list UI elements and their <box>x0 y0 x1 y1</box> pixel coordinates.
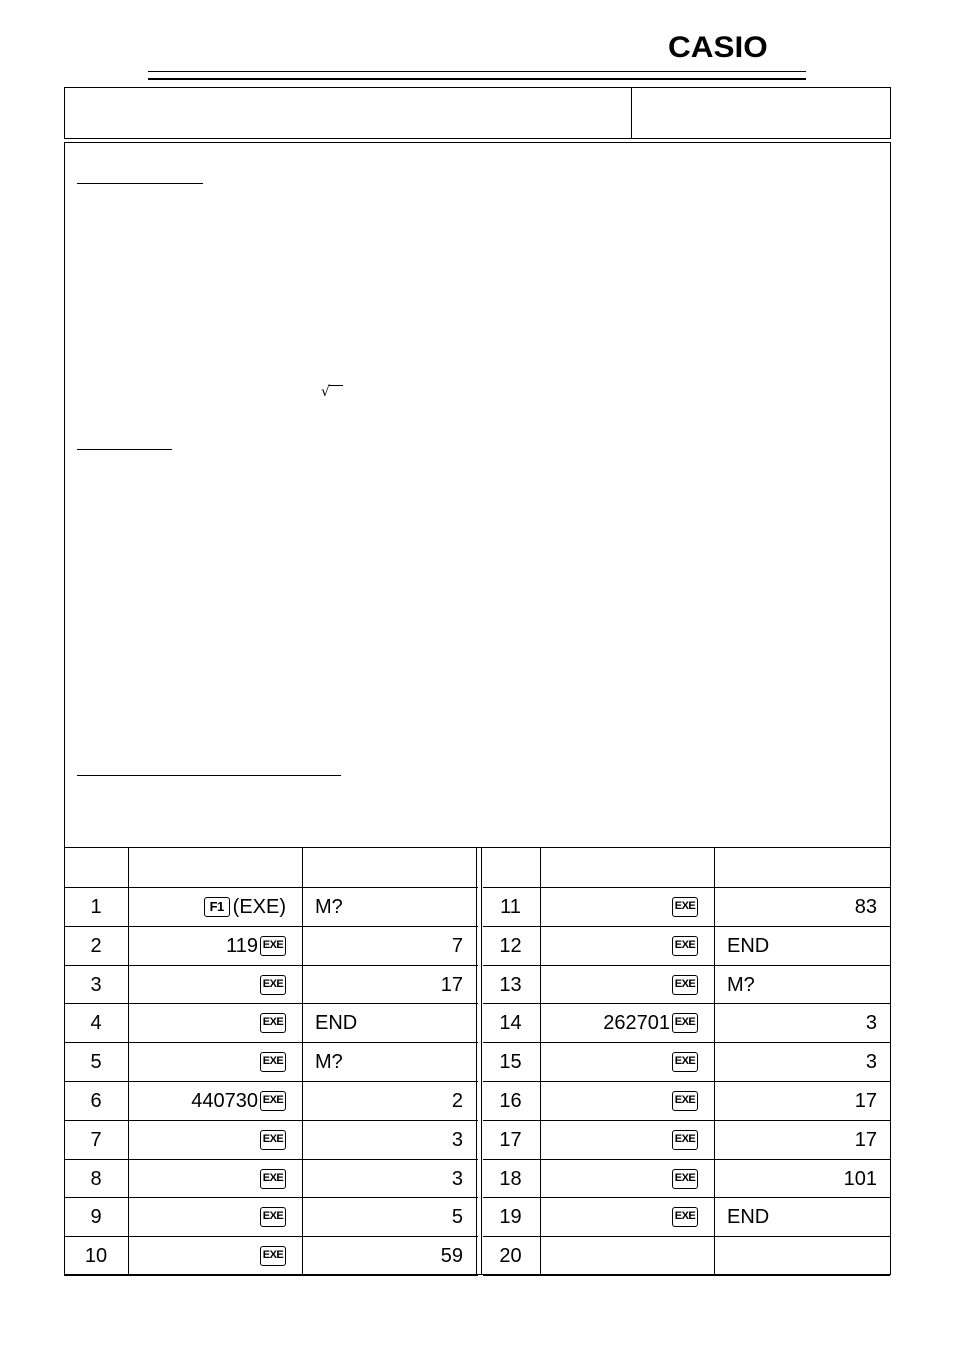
key-input-cell <box>128 888 286 926</box>
key-input-cell <box>540 966 698 1004</box>
exe-key-icon: EXE <box>672 936 698 956</box>
display-output: 83 <box>854 896 877 918</box>
display-output: M? <box>727 974 755 996</box>
exe-key-icon: EXE <box>672 1013 698 1033</box>
exe-key-icon: EXE <box>672 1091 698 1111</box>
key-input-cell <box>540 927 698 965</box>
table-row-rule-right <box>483 1275 890 1276</box>
key-input-cell <box>128 1160 286 1198</box>
row-number: 15 <box>499 1051 522 1073</box>
title-box <box>64 87 891 139</box>
display-output: 2 <box>451 1090 463 1112</box>
key-input-cell <box>540 1198 698 1236</box>
key-input-cell <box>128 1198 286 1236</box>
row-number: 5 <box>90 1051 102 1073</box>
header-rule-thin <box>148 71 806 72</box>
row-number: 7 <box>90 1129 102 1151</box>
key-input-cell <box>128 927 286 965</box>
display-output: 17 <box>854 1129 877 1151</box>
exe-key-icon: EXE <box>260 1130 286 1150</box>
exe-key-icon: EXE <box>672 975 698 995</box>
row-number: 4 <box>90 1012 102 1034</box>
key-input-cell <box>128 1082 286 1120</box>
display-output: 3 <box>865 1051 877 1073</box>
row-number: 12 <box>499 935 522 957</box>
key-input-cell <box>128 1043 286 1081</box>
exe-key-icon: EXE <box>260 975 286 995</box>
exe-key-icon: EXE <box>260 1207 286 1227</box>
key-input-cell <box>540 1043 698 1081</box>
square-root-symbol: √ <box>321 384 330 400</box>
row-number: 14 <box>499 1012 522 1034</box>
row-number: 3 <box>90 974 102 996</box>
key-input-cell <box>128 1121 286 1159</box>
exe-key-icon: EXE <box>672 1207 698 1227</box>
display-output: 7 <box>451 935 463 957</box>
exe-key-icon: EXE <box>260 1246 286 1266</box>
table-column-rule <box>476 847 477 1274</box>
row-number: 19 <box>499 1206 522 1228</box>
exe-key-icon: EXE <box>260 1091 286 1111</box>
key-input-cell <box>540 1160 698 1198</box>
display-output <box>727 1237 890 1275</box>
key-input-cell <box>128 966 286 1004</box>
row-number: 11 <box>500 896 521 918</box>
exe-key-icon: EXE <box>260 936 286 956</box>
input-value: 262701 <box>603 1012 670 1034</box>
title-box-divider <box>631 87 632 138</box>
display-output: 59 <box>440 1245 463 1267</box>
section-heading-underline-1 <box>77 183 203 184</box>
exe-key-icon: EXE <box>672 897 698 917</box>
row-number: 20 <box>499 1245 522 1267</box>
row-number: 18 <box>499 1168 522 1190</box>
display-output: 3 <box>865 1012 877 1034</box>
row-number: 10 <box>84 1245 108 1267</box>
display-output: 17 <box>854 1090 877 1112</box>
key-suffix: (EXE) <box>232 896 286 918</box>
key-input-cell <box>128 1004 286 1042</box>
row-number: 16 <box>499 1090 522 1112</box>
exe-key-icon: EXE <box>672 1130 698 1150</box>
key-input-cell <box>540 1004 698 1042</box>
row-number: 2 <box>90 935 102 957</box>
square-root-bar <box>329 385 343 386</box>
display-output: 5 <box>451 1206 463 1228</box>
display-output: END <box>315 1012 358 1034</box>
exe-key-icon: EXE <box>260 1013 286 1033</box>
display-output: 3 <box>451 1168 463 1190</box>
input-value: 440730 <box>191 1090 258 1112</box>
input-value: 119 <box>226 935 258 957</box>
key-input-cell <box>540 1237 698 1275</box>
section-heading-underline-3 <box>77 775 341 776</box>
display-output: END <box>727 1206 770 1228</box>
row-number: 13 <box>499 974 522 996</box>
key-input-cell <box>540 1082 698 1120</box>
row-number: 1 <box>90 896 102 918</box>
exe-key-icon: EXE <box>672 1052 698 1072</box>
row-number: 8 <box>90 1168 102 1190</box>
f1-key-icon: F1 <box>204 897 230 917</box>
display-output: 17 <box>440 974 463 996</box>
section-heading-underline-2 <box>77 449 172 450</box>
header-rule-thick <box>148 78 806 80</box>
casio-logo: CASIO <box>668 31 768 64</box>
display-output: 3 <box>451 1129 463 1151</box>
row-number: 9 <box>90 1206 102 1228</box>
row-number: 6 <box>90 1090 102 1112</box>
table-row-rule-left <box>64 1275 478 1276</box>
table-top-rule <box>64 847 890 848</box>
exe-key-icon: EXE <box>260 1169 286 1189</box>
display-output: M? <box>315 1051 343 1073</box>
key-input-cell <box>540 1121 698 1159</box>
key-input-cell <box>128 1237 286 1275</box>
key-input-cell <box>540 888 698 926</box>
display-output: 101 <box>843 1168 877 1190</box>
exe-key-icon: EXE <box>260 1052 286 1072</box>
exe-key-icon: EXE <box>672 1169 698 1189</box>
display-output: M? <box>315 896 343 918</box>
display-output: END <box>727 935 770 957</box>
row-number: 17 <box>499 1129 522 1151</box>
